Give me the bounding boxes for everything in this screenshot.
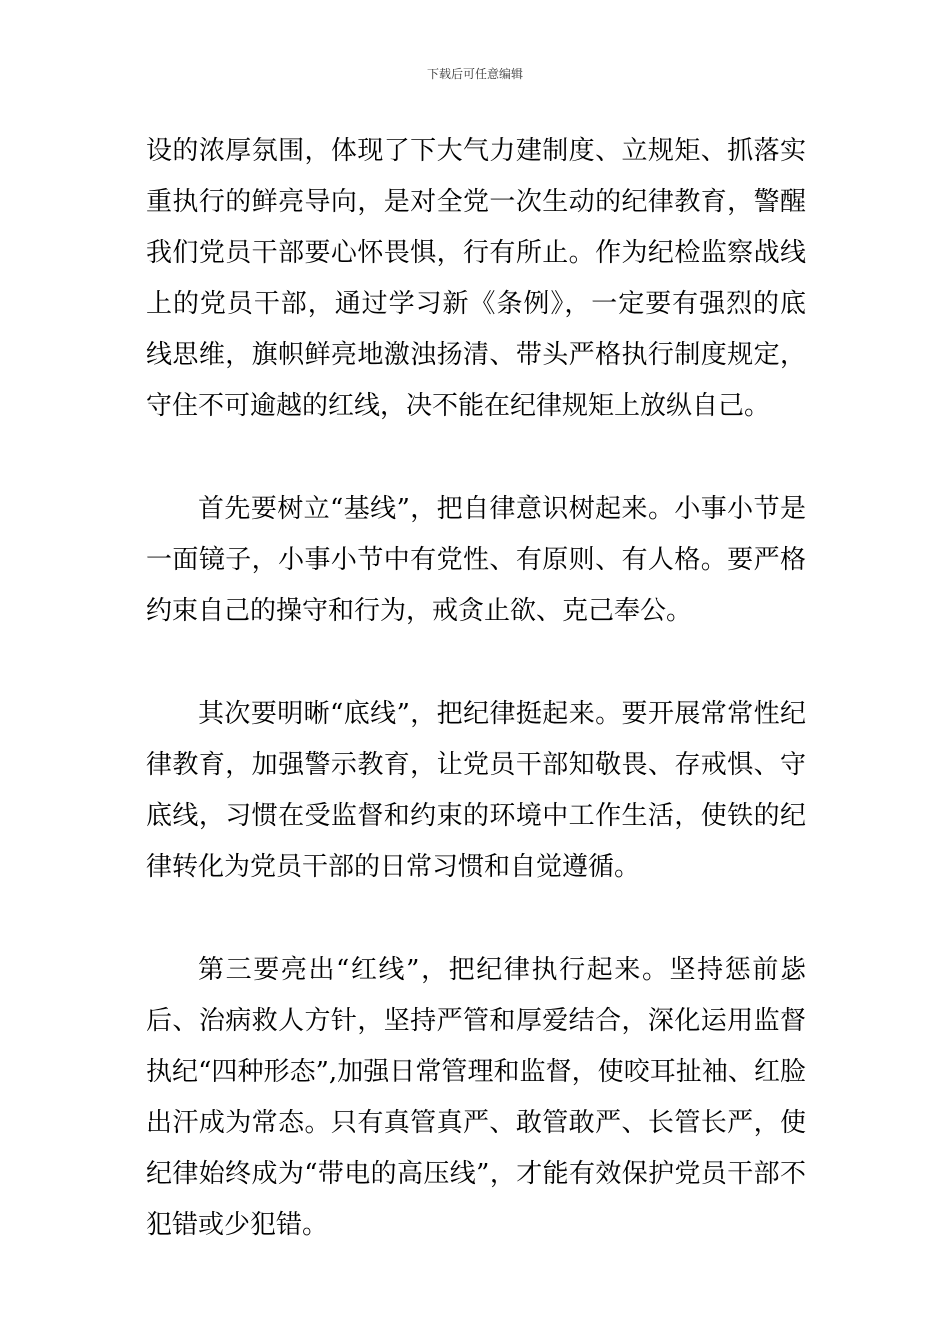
paragraph-bottom-line: 其次要明晰“底线”，把纪律挺起来。要开展常常性纪律教育，加强警示教育，让党员干部知敬畏、存戒惧、守底线，习惯在受监督和约束的环境中工作生活，使铁的纪律转化为党员干部的日常习惯和自觉遵循。 bbox=[146, 699, 806, 882]
paragraph-baseline: 首先要树立“基线”，把自律意识树起来。小事小节是一面镜子，小事小节中有党性、有原则、有人格。要严格约束自己的操守和行为，戒贪止欲、克己奉公。 bbox=[146, 494, 806, 626]
page-header: 下载后可任意编辑 bbox=[426, 67, 523, 81]
paragraph-red-line: 第三要亮出“红线”，把纪律执行起来。坚持惩前毖后、治病救人方针，坚持严管和厚爱结合，深化运用监督执纪“四种形态”,加强日常管理和监督，使咬耳扯袖、红脸出汗成为常态。只有真管真严、敢管敢严、长管长严，使纪律始终成为“带电的高压线”，才能有效保护党员干部不犯错或少犯错。 bbox=[146, 955, 806, 1240]
paragraph-continuation: 设的浓厚氛围，体现了下大气力建制度、立规矩、抓落实重执行的鲜亮导向，是对全党一次生动的纪律教育，警醒我们党员干部要心怀畏惧，行有所止。作为纪检监察战线上的党员干部，通过学习新《条例》，一定要有强烈的底线思维，旗帜鲜亮地激浊扬清、带头严格执行制度规定，守住不可逾越的红线，决不能在纪律规矩上放纵自己。 bbox=[146, 136, 806, 421]
document-body bbox=[146, 126, 806, 1303]
